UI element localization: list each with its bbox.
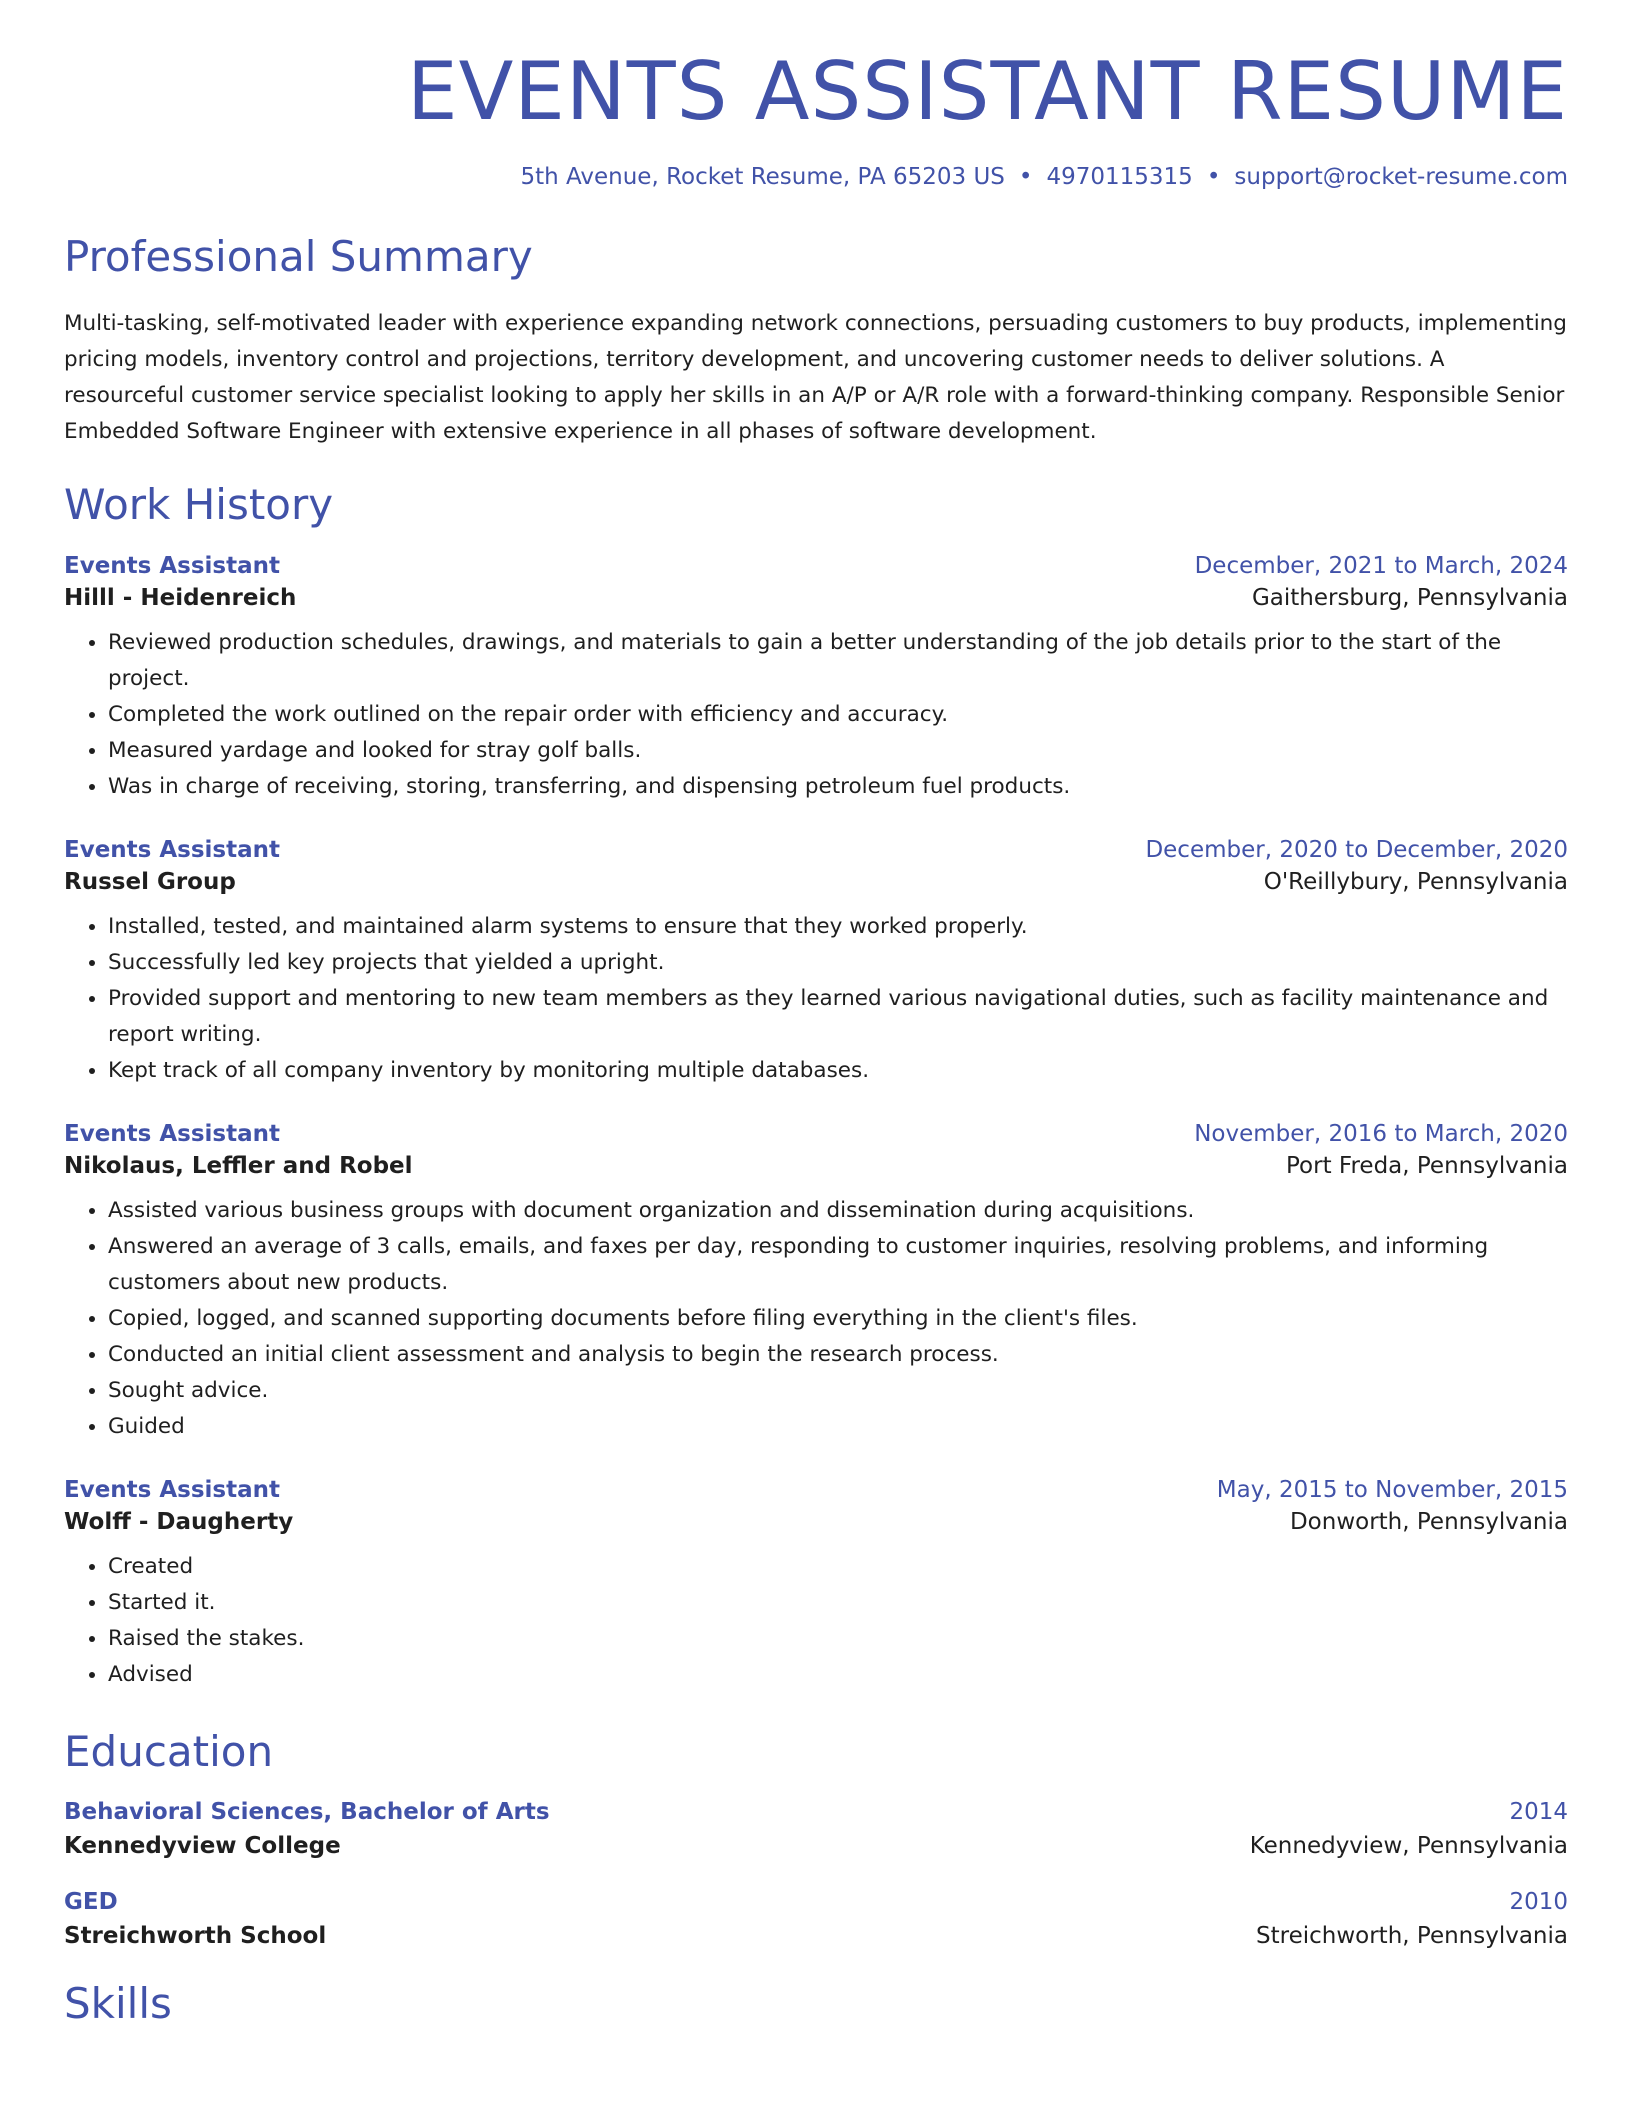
job-dates: December, 2021 to March, 2024 xyxy=(1194,552,1568,579)
job-company: Nikolaus, Leffler and Robel xyxy=(64,1152,413,1179)
job-role: Events Assistant xyxy=(64,552,281,579)
list-item: • Measured yardage and looked for stray golf balls. xyxy=(108,733,1568,769)
list-item: • Successfully led key projects that yielded a upright. xyxy=(108,945,1568,981)
job-location: Donworth, Pennsylvania xyxy=(1289,1508,1568,1535)
resume-header xyxy=(64,0,1568,190)
education-location: Kennedyview, Pennsylvania xyxy=(1249,1833,1568,1860)
education-location: Streichworth, Pennsylvania xyxy=(1256,1923,1568,1950)
skills-heading: Skills xyxy=(64,1979,172,2029)
education-entry xyxy=(64,1889,1568,1949)
education-school: Streichworth School xyxy=(64,1923,327,1950)
list-item: • Provided support and mentoring to new team members as they learned various navigational duties, such as facility maintenance and report writing. xyxy=(108,981,1568,1053)
job-role: Events Assistant xyxy=(64,836,281,863)
list-item: • Started it. xyxy=(108,1585,1568,1621)
list-item: • Created xyxy=(108,1549,1568,1585)
resume-title: EVENTS ASSISTANT RESUME xyxy=(407,45,1568,138)
job-location: Gaithersburg, Pennsylvania xyxy=(1251,584,1568,611)
contact-line xyxy=(64,164,1568,190)
list-item: • Was in charge of receiving, storing, transferring, and dispensing petroleum fuel products. xyxy=(108,769,1568,805)
summary-heading: Professional Summary xyxy=(64,232,533,281)
job-company: Russel Group xyxy=(64,868,236,895)
job-company: Hilll - Heidenreich xyxy=(64,584,297,611)
job-entry xyxy=(64,837,1568,1089)
job-dates: May, 2015 to November, 2015 xyxy=(1216,1476,1568,1503)
list-item: • Guided xyxy=(108,1409,1568,1445)
work-history-heading: Work History xyxy=(64,480,334,530)
list-item: • Advised xyxy=(108,1657,1568,1693)
list-item: • Conducted an initial client assessment and analysis to begin the research process. xyxy=(108,1337,1568,1373)
summary-text: Multi-tasking, self-motivated leader with experience expanding network connections, persuading customers to buy products, implementing pricing models, inventory control and projections, territory development, and uncovering customer needs to deliver solutions. A resourceful customer service specialist looking to apply her skills in an A/P or A/R role with a forward-thinking company. Responsible Senior Embedded Software Engineer with extensive experience in all phases of software development. xyxy=(64,311,1567,445)
education-entry xyxy=(64,1799,1568,1859)
job-bullet-list xyxy=(64,909,1568,1089)
contact-address: 5th Avenue, Rocket Resume, PA 65203 US xyxy=(520,164,1005,190)
education-degree: GED xyxy=(64,1889,118,1916)
job-dates: December, 2020 to December, 2020 xyxy=(1145,836,1568,863)
education-year: 2010 xyxy=(1509,1889,1568,1916)
list-item: • Copied, logged, and scanned supporting documents before filing everything in the client's files. xyxy=(108,1301,1568,1337)
list-item: • Answered an average of 3 calls, emails, and faxes per day, responding to customer inquiries, resolving problems, and informing customers about new products. xyxy=(108,1229,1568,1301)
contact-phone: 4970115315 xyxy=(1046,164,1193,190)
list-item: • Reviewed production schedules, drawings, and materials to gain a better understanding of the job details prior to the start of the project. xyxy=(108,625,1568,697)
list-item: • Kept track of all company inventory by monitoring multiple databases. xyxy=(108,1053,1568,1089)
job-bullet-list xyxy=(64,1193,1568,1445)
contact-separator: • xyxy=(1018,164,1033,190)
list-item: • Sought advice. xyxy=(108,1373,1568,1409)
job-location: Port Freda, Pennsylvania xyxy=(1286,1152,1568,1179)
job-role: Events Assistant xyxy=(64,1120,281,1147)
education-school: Kennedyview College xyxy=(64,1833,341,1860)
education-year: 2014 xyxy=(1509,1799,1568,1826)
job-location: O'Reillybury, Pennsylvania xyxy=(1263,868,1568,895)
job-dates: November, 2016 to March, 2020 xyxy=(1194,1120,1568,1147)
contact-email[interactable]: support@rocket-resume.com xyxy=(1234,164,1568,190)
list-item: • Assisted various business groups with document organization and dissemination during acquisitions. xyxy=(108,1193,1568,1229)
list-item: • Raised the stakes. xyxy=(108,1621,1568,1657)
education-degree: Behavioral Sciences, Bachelor of Arts xyxy=(64,1799,550,1826)
job-company: Wolff - Daugherty xyxy=(64,1508,294,1535)
job-entry xyxy=(64,1477,1568,1693)
job-role: Events Assistant xyxy=(64,1476,281,1503)
list-item: • Completed the work outlined on the repair order with efficiency and accuracy. xyxy=(108,697,1568,733)
education-heading: Education xyxy=(64,1726,274,1776)
job-entry xyxy=(64,553,1568,805)
list-item: • Installed, tested, and maintained alarm systems to ensure that they worked properly. xyxy=(108,909,1568,945)
job-bullet-list xyxy=(64,625,1568,805)
job-bullet-list xyxy=(64,1549,1568,1693)
contact-separator: • xyxy=(1206,164,1221,190)
job-entry xyxy=(64,1121,1568,1445)
